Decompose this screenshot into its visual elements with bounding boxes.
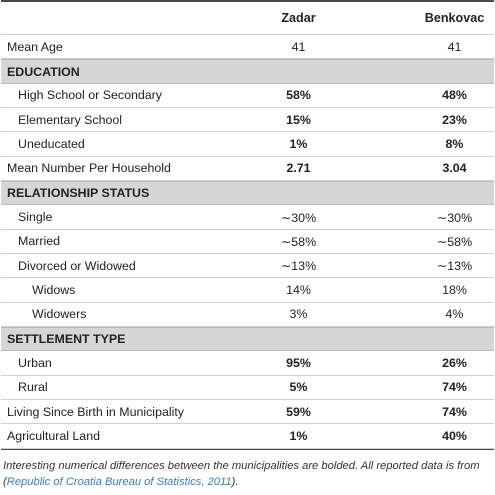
benkovac-value: 74% bbox=[442, 404, 467, 419]
table-row bbox=[1, 254, 494, 278]
benkovac-value: 48% bbox=[442, 88, 467, 103]
zadar-value: 2.71 bbox=[286, 161, 311, 176]
table-row bbox=[1, 351, 494, 375]
benkovac-value: 8% bbox=[445, 137, 464, 152]
row-label: Divorced or Widowed bbox=[18, 258, 136, 273]
benkovac-value: ∼30% bbox=[436, 210, 473, 225]
zadar-value: 3% bbox=[289, 307, 308, 322]
table-header bbox=[1, 2, 494, 35]
row-label: Elementary School bbox=[18, 112, 122, 127]
table-row bbox=[1, 205, 494, 229]
zadar-value: 95% bbox=[286, 356, 311, 371]
row-label: Uneducated bbox=[18, 137, 85, 152]
zadar-value: ∼30% bbox=[280, 210, 317, 225]
table-row bbox=[1, 35, 494, 59]
table-row bbox=[1, 84, 494, 108]
row-label: Married bbox=[18, 234, 60, 249]
zadar-value: ∼58% bbox=[280, 234, 317, 249]
row-label: Single bbox=[18, 210, 53, 225]
benkovac-value: 40% bbox=[442, 429, 467, 443]
table-row bbox=[1, 132, 494, 156]
caption-end: ). bbox=[231, 475, 239, 488]
benkovac-value: 26% bbox=[442, 356, 467, 371]
table-row bbox=[1, 230, 494, 254]
zadar-value: 58% bbox=[286, 88, 311, 103]
caption-citation-link[interactable]: Republic of Croatia Bureau of Statistics, 2011 bbox=[6, 475, 232, 488]
benkovac-value: 4% bbox=[445, 307, 464, 322]
zadar-value: ∼13% bbox=[280, 259, 317, 274]
column-header-benkovac: Benkovac bbox=[424, 11, 485, 25]
table-row bbox=[1, 278, 494, 302]
row-label: High School or Secondary bbox=[18, 88, 162, 103]
benkovac-value: 41 bbox=[447, 39, 462, 54]
row-label: Widows bbox=[32, 283, 76, 298]
section-header-row bbox=[1, 327, 494, 352]
section-label: RELATIONSHIP STATUS bbox=[7, 186, 150, 201]
section-label: EDUCATION bbox=[7, 64, 80, 79]
table-row bbox=[1, 303, 494, 327]
zadar-value: 41 bbox=[291, 39, 306, 54]
row-label: Rural bbox=[18, 380, 48, 395]
zadar-value: 59% bbox=[286, 404, 311, 419]
table-row bbox=[1, 400, 494, 424]
table-row bbox=[1, 424, 494, 448]
table-caption bbox=[3, 458, 492, 490]
benkovac-value: 74% bbox=[442, 380, 467, 395]
row-label: Mean Age bbox=[7, 39, 63, 54]
data-table bbox=[1, 0, 494, 490]
benkovac-value: ∼13% bbox=[436, 259, 473, 274]
table-row bbox=[1, 108, 494, 132]
benkovac-value: 3.04 bbox=[442, 161, 467, 176]
section-label: SETTLEMENT TYPE bbox=[7, 332, 126, 347]
table-row bbox=[1, 376, 494, 400]
zadar-value: 15% bbox=[286, 112, 311, 127]
row-label: Widowers bbox=[32, 307, 87, 322]
column-header-zadar: Zadar bbox=[281, 11, 316, 25]
section-header-row bbox=[1, 181, 494, 206]
zadar-value: 1% bbox=[289, 137, 308, 152]
zadar-value: 1% bbox=[289, 429, 308, 443]
benkovac-value: ∼58% bbox=[436, 234, 473, 249]
table-row bbox=[1, 157, 494, 181]
table-body bbox=[1, 35, 494, 449]
benkovac-value: 18% bbox=[442, 283, 467, 298]
zadar-value: 5% bbox=[289, 380, 308, 395]
section-header-row bbox=[1, 59, 494, 84]
zadar-value: 14% bbox=[286, 283, 311, 298]
row-label: Mean Number Per Household bbox=[7, 161, 171, 176]
benkovac-value: 23% bbox=[442, 112, 467, 127]
caption-text: Interesting numerical differences between the municipalities are bolded. All reported data is from ( bbox=[3, 459, 480, 488]
row-label: Urban bbox=[18, 356, 52, 371]
row-label: Living Since Birth in Municipality bbox=[7, 404, 184, 419]
row-label: Agricultural Land bbox=[7, 429, 100, 443]
